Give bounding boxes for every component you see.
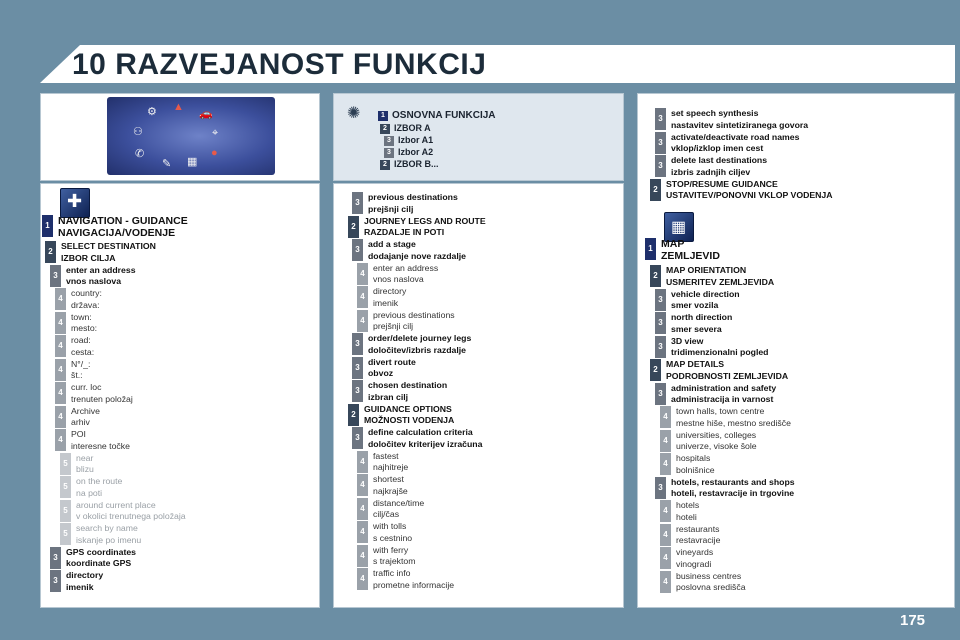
navigation-icon: ⌖ bbox=[212, 127, 219, 139]
tree-item-text bbox=[671, 383, 776, 406]
label-english: shortest bbox=[373, 474, 404, 484]
tree-item-level-2 bbox=[650, 359, 788, 382]
label-english: STOP/RESUME GUIDANCE bbox=[666, 178, 778, 189]
label-slovenian: univerze, visoke šole bbox=[676, 441, 757, 451]
label-english: curr. loc bbox=[71, 382, 102, 392]
label-slovenian: nastavitev sintetiziranega govora bbox=[671, 119, 809, 130]
level-badge: 4 bbox=[357, 263, 368, 285]
label-slovenian: določitev kriterijev izračuna bbox=[368, 438, 483, 449]
label-english: restaurants bbox=[676, 523, 720, 534]
label-english: hotels, restaurants and shops bbox=[671, 476, 795, 487]
tree-item-text bbox=[368, 333, 471, 356]
tree-item-level-3 bbox=[655, 477, 795, 500]
tree-item-level-3 bbox=[50, 570, 103, 593]
label-slovenian: imenik bbox=[66, 581, 94, 592]
tree-item-text bbox=[666, 359, 788, 382]
label-slovenian: tridimenzionalni pogled bbox=[671, 347, 769, 357]
tree-item-text bbox=[373, 474, 408, 497]
label-english: set speech synthesis bbox=[671, 108, 759, 118]
tree-item-level-4 bbox=[357, 451, 408, 474]
level-badge: 4 bbox=[55, 288, 66, 310]
level-badge: 2 bbox=[45, 241, 56, 263]
map-icon: ▦ bbox=[664, 212, 694, 242]
label-slovenian: smer severa bbox=[671, 323, 722, 334]
label-english: road: bbox=[71, 335, 91, 345]
tree-item-level-3 bbox=[50, 547, 136, 570]
label-slovenian: koordinate GPS bbox=[66, 558, 132, 568]
level-badge: 3 bbox=[352, 333, 363, 355]
tree-item-level-2 bbox=[348, 404, 454, 427]
level-badge: 1 bbox=[42, 215, 53, 237]
label-english: activate/deactivate road names bbox=[671, 131, 800, 142]
legend-menu bbox=[378, 109, 496, 170]
label-english: enter an address bbox=[66, 264, 136, 275]
tree-item-level-1 bbox=[42, 215, 188, 239]
tree-item-level-3 bbox=[352, 333, 471, 356]
tree-item-text bbox=[373, 263, 438, 286]
tree-item-level-4 bbox=[660, 406, 791, 429]
label-slovenian: hoteli bbox=[676, 511, 697, 522]
label-slovenian: MOŽNOSTI VODENJA bbox=[364, 415, 455, 425]
level-badge: 3 bbox=[655, 289, 666, 311]
level-badge: 2 bbox=[380, 124, 390, 134]
label-english: SELECT DESTINATION bbox=[61, 241, 156, 251]
label-slovenian: s cestnino bbox=[373, 532, 413, 543]
label-slovenian: iskanje po imenu bbox=[76, 534, 142, 545]
tools-icon: ✎ bbox=[162, 158, 172, 170]
level-badge: 2 bbox=[380, 160, 390, 170]
tree-item-level-4 bbox=[55, 429, 130, 452]
tree-item-level-5 bbox=[60, 453, 94, 476]
tree-item-level-3 bbox=[50, 265, 136, 288]
level-badge: 3 bbox=[384, 136, 394, 146]
level-badge: 1 bbox=[378, 111, 388, 121]
label-slovenian: izbris zadnjih ciljev bbox=[671, 166, 751, 177]
label-slovenian: arhiv bbox=[71, 417, 90, 427]
label-english: vehicle direction bbox=[671, 288, 740, 299]
label-english: directory bbox=[373, 286, 407, 296]
tree-item-text bbox=[661, 238, 720, 262]
tree-item-level-4 bbox=[660, 524, 720, 547]
level-badge: 3 bbox=[655, 477, 666, 499]
phone-icon: ✆ bbox=[135, 148, 145, 160]
level-badge: 4 bbox=[660, 500, 671, 522]
tree-item-level-5 bbox=[60, 523, 141, 546]
tree-item-text bbox=[373, 498, 424, 521]
label-slovenian: v okolici trenutnega položaja bbox=[76, 511, 186, 521]
tree-item-text bbox=[671, 155, 767, 178]
tree-item-text bbox=[373, 568, 454, 591]
label-english: delete last destinations bbox=[671, 155, 768, 165]
label-english: add a stage bbox=[368, 239, 416, 249]
tree-item-text bbox=[66, 547, 136, 570]
level-badge: 4 bbox=[660, 547, 671, 569]
label-english: traffic info bbox=[373, 568, 411, 578]
tree-item-level-3 bbox=[655, 383, 776, 406]
tree-item-level-3 bbox=[655, 336, 769, 359]
legend-item-level2: 2 IZBOR A bbox=[380, 122, 496, 134]
label-slovenian: prejšnji cilj bbox=[368, 203, 414, 214]
tree-item-text bbox=[373, 286, 406, 309]
tree-item-text bbox=[66, 265, 136, 288]
label-slovenian: dodajanje nove razdalje bbox=[368, 250, 467, 261]
tree-item-text bbox=[66, 570, 103, 593]
label-slovenian: USMERITEV ZEMLJEVIDA bbox=[666, 276, 775, 287]
tree-item-text bbox=[71, 288, 102, 311]
tree-item-text bbox=[676, 524, 720, 547]
level-badge: 5 bbox=[60, 476, 71, 498]
tree-item-text bbox=[76, 476, 122, 499]
level-badge: 3 bbox=[50, 547, 61, 569]
level-badge: 4 bbox=[357, 474, 368, 496]
label-english: N°/_: bbox=[71, 358, 91, 369]
label-english: JOURNEY LEGS AND ROUTE bbox=[364, 215, 486, 226]
people-icon: ⚇ bbox=[133, 126, 143, 138]
label-slovenian: bolnišnice bbox=[676, 464, 715, 475]
label-english: search by name bbox=[76, 523, 138, 533]
tree-item-text bbox=[666, 179, 833, 202]
tree-item-level-4 bbox=[55, 359, 90, 382]
label-english: town halls, town centre bbox=[676, 406, 765, 416]
tree-item-text bbox=[76, 500, 186, 523]
label-english: north direction bbox=[671, 312, 733, 322]
tree-item-level-4 bbox=[660, 571, 746, 594]
tree-item-level-4 bbox=[357, 310, 455, 333]
tree-item-level-4 bbox=[660, 453, 715, 476]
tree-item-level-3 bbox=[352, 192, 458, 215]
tree-item-text bbox=[364, 216, 486, 239]
label-slovenian: vinogradi bbox=[676, 558, 712, 569]
function-wheel-image bbox=[107, 97, 275, 175]
level-badge: 3 bbox=[352, 239, 363, 261]
level-badge: 4 bbox=[660, 524, 671, 546]
label-english: near bbox=[76, 452, 94, 463]
tree-item-level-4 bbox=[55, 335, 94, 358]
level-badge: 2 bbox=[650, 359, 661, 381]
tree-item-level-3 bbox=[352, 380, 447, 403]
tree-item-level-3 bbox=[655, 155, 767, 178]
label-slovenian: določitev/izbris razdalje bbox=[368, 344, 467, 355]
label-english: GUIDANCE OPTIONS bbox=[364, 403, 452, 414]
label-english: directory bbox=[66, 570, 104, 580]
tree-item-text bbox=[671, 477, 795, 500]
level-badge: 4 bbox=[660, 430, 671, 452]
level-badge: 4 bbox=[357, 310, 368, 332]
tree-item-text bbox=[368, 380, 447, 403]
label-english: universities, colleges bbox=[676, 429, 757, 440]
level-badge: 3 bbox=[352, 380, 363, 402]
level-badge: 4 bbox=[55, 382, 66, 404]
label-slovenian: administracija in varnost bbox=[671, 394, 774, 404]
tree-item-level-5 bbox=[60, 500, 186, 523]
label-slovenian: PODROBNOSTI ZEMLJEVIDA bbox=[666, 370, 789, 381]
label-english: with ferry bbox=[373, 544, 409, 555]
level-badge: 4 bbox=[357, 568, 368, 590]
tree-item-text bbox=[76, 453, 94, 476]
tree-item-text bbox=[676, 571, 746, 594]
level-badge: 5 bbox=[60, 500, 71, 522]
level-badge: 2 bbox=[650, 265, 661, 287]
label-english: POI bbox=[71, 429, 86, 439]
record-icon: ● bbox=[211, 147, 218, 159]
label-english: divert route bbox=[368, 356, 416, 367]
tree-item-level-3 bbox=[352, 427, 482, 450]
tree-item-text bbox=[373, 545, 415, 568]
label-slovenian: vnos naslova bbox=[373, 274, 424, 284]
label-english: with tolls bbox=[373, 521, 407, 531]
level-badge: 4 bbox=[357, 521, 368, 543]
tree-item-text bbox=[671, 132, 799, 155]
level-badge: 3 bbox=[655, 312, 666, 334]
tree-item-level-4 bbox=[660, 500, 699, 523]
label-slovenian: s trajektom bbox=[373, 556, 416, 566]
legend-item-level2: 2 IZBOR B... bbox=[380, 158, 496, 170]
tree-item-text bbox=[58, 215, 188, 239]
label-slovenian: ZEMLJEVID bbox=[661, 250, 720, 262]
tree-item-level-4 bbox=[357, 545, 415, 568]
level-badge: 4 bbox=[357, 545, 368, 567]
label-slovenian: najhitreje bbox=[373, 462, 409, 472]
tree-item-text bbox=[368, 192, 458, 215]
label-slovenian: izbran cilj bbox=[368, 391, 409, 402]
level-badge: 3 bbox=[352, 357, 363, 379]
tree-item-text bbox=[676, 430, 757, 453]
label-slovenian: najkrajše bbox=[373, 485, 408, 496]
level-badge: 1 bbox=[645, 238, 656, 260]
tree-item-text bbox=[671, 336, 769, 359]
label-slovenian: poslovna središča bbox=[676, 582, 746, 592]
tree-item-level-2 bbox=[348, 216, 486, 239]
tree-item-level-4 bbox=[55, 312, 97, 335]
legend-item-level3: 3 Izbor A1 bbox=[384, 134, 496, 146]
label-english: NAVIGATION - GUIDANCE bbox=[58, 215, 188, 227]
level-badge: 4 bbox=[660, 406, 671, 428]
map-icon: ▦ bbox=[187, 156, 198, 168]
label-slovenian: cilj/čas bbox=[373, 509, 400, 519]
label-english: hotels bbox=[676, 500, 700, 510]
label-slovenian: blizu bbox=[76, 464, 94, 474]
tree-item-text bbox=[671, 289, 740, 312]
tree-item-level-4 bbox=[357, 568, 454, 591]
label-english: chosen destination bbox=[368, 380, 448, 390]
tree-item-level-4 bbox=[357, 263, 438, 286]
tree-item-level-3 bbox=[655, 132, 799, 155]
level-badge: 4 bbox=[357, 286, 368, 308]
label-english: town: bbox=[71, 311, 92, 322]
tree-item-level-3 bbox=[655, 312, 732, 335]
level-badge: 4 bbox=[357, 451, 368, 473]
tree-item-level-2 bbox=[650, 265, 774, 288]
label-slovenian: prejšnji cilj bbox=[373, 321, 414, 331]
label-slovenian: mesto: bbox=[71, 323, 98, 333]
label-slovenian: država: bbox=[71, 299, 100, 310]
label-slovenian: cesta: bbox=[71, 346, 95, 357]
tree-item-text bbox=[666, 265, 774, 288]
tree-item-level-4 bbox=[55, 382, 133, 405]
page-number: 175 bbox=[900, 612, 926, 629]
level-badge: 3 bbox=[655, 108, 666, 130]
label-english: vineyards bbox=[676, 547, 714, 557]
tree-item-level-2 bbox=[650, 179, 833, 202]
level-badge: 3 bbox=[655, 336, 666, 358]
tree-item-text bbox=[671, 312, 732, 335]
tree-item-level-5 bbox=[60, 476, 122, 499]
label-slovenian: hoteli, restavracije in trgovine bbox=[671, 488, 795, 498]
tree-item-text bbox=[676, 500, 699, 523]
tree-item-text bbox=[368, 239, 466, 262]
tree-item-text bbox=[61, 241, 156, 264]
legend-item-level3: 3 Izbor A2 bbox=[384, 146, 496, 158]
navigation-icon: ✚ bbox=[60, 188, 90, 218]
level-badge: 4 bbox=[55, 406, 66, 428]
tree-item-text bbox=[676, 547, 713, 570]
tree-item-text bbox=[71, 335, 94, 358]
label-slovenian: na poti bbox=[76, 487, 103, 498]
tree-item-level-3 bbox=[655, 289, 740, 312]
level-badge: 2 bbox=[348, 404, 359, 426]
label-english: country: bbox=[71, 288, 102, 298]
label-english: MAP ORIENTATION bbox=[666, 265, 747, 275]
label-slovenian: restavracije bbox=[676, 535, 721, 545]
level-badge: 3 bbox=[655, 132, 666, 154]
level-badge: 5 bbox=[60, 523, 71, 545]
tree-item-text bbox=[71, 359, 90, 382]
tree-item-text bbox=[71, 312, 97, 335]
legend-item-level1: 1 OSNOVNA FUNKCIJA bbox=[378, 109, 496, 122]
label-english: define calculation criteria bbox=[368, 427, 473, 437]
settings-icon: ⚙ bbox=[147, 106, 157, 118]
label-english: administration and safety bbox=[671, 382, 777, 393]
level-badge: 4 bbox=[55, 312, 66, 334]
tree-item-level-4 bbox=[357, 474, 408, 497]
label-english: hospitals bbox=[676, 453, 711, 463]
tree-item-level-4 bbox=[357, 286, 406, 309]
label-english: Archive bbox=[71, 405, 100, 416]
label-slovenian: imenik bbox=[373, 297, 399, 308]
label-slovenian: št.: bbox=[71, 370, 83, 380]
label-slovenian: IZBOR CILJA bbox=[61, 252, 116, 263]
label-slovenian: smer vozila bbox=[671, 300, 719, 310]
tree-item-text bbox=[71, 429, 130, 452]
label-slovenian: NAVIGACIJA/VODENJE bbox=[58, 227, 176, 239]
level-badge: 4 bbox=[55, 335, 66, 357]
level-badge: 4 bbox=[55, 359, 66, 381]
level-badge: 4 bbox=[55, 429, 66, 451]
label-slovenian: interesne točke bbox=[71, 440, 130, 451]
level-badge: 5 bbox=[60, 453, 71, 475]
level-badge: 2 bbox=[650, 179, 661, 201]
tree-item-text bbox=[373, 310, 455, 333]
tree-item-text bbox=[676, 406, 791, 429]
label-english: order/delete journey legs bbox=[368, 333, 472, 343]
label-slovenian: vnos naslova bbox=[66, 276, 122, 286]
label-english: enter an address bbox=[373, 262, 439, 273]
tree-item-level-1 bbox=[645, 238, 720, 262]
page-title: 10 RAZVEJANOST FUNKCIJ bbox=[72, 48, 487, 81]
level-badge: 3 bbox=[655, 383, 666, 405]
label-english: business centres bbox=[676, 570, 742, 581]
level-badge: 3 bbox=[352, 427, 363, 449]
level-badge: 3 bbox=[655, 155, 666, 177]
level-badge: 4 bbox=[660, 571, 671, 593]
tree-item-text bbox=[368, 357, 416, 380]
label-slovenian: vklop/izklop imen cest bbox=[671, 143, 764, 153]
tree-item-level-4 bbox=[55, 288, 102, 311]
label-english: distance/time bbox=[373, 497, 425, 508]
label-english: MAP bbox=[661, 238, 685, 250]
tree-item-text bbox=[676, 453, 715, 476]
level-badge: 3 bbox=[50, 570, 61, 592]
warning-icon: ▲ bbox=[173, 101, 184, 113]
label-slovenian: RAZDALJE IN POTI bbox=[364, 227, 445, 237]
car-icon: 🚗 bbox=[199, 108, 213, 120]
tree-item-level-3 bbox=[352, 239, 466, 262]
tree-item-level-4 bbox=[55, 406, 100, 429]
level-badge: 3 bbox=[384, 148, 394, 158]
label-slovenian: obvoz bbox=[368, 368, 394, 378]
tree-item-text bbox=[671, 108, 808, 131]
label-english: around current place bbox=[76, 499, 156, 510]
label-english: on the route bbox=[76, 476, 123, 486]
tree-item-level-4 bbox=[357, 521, 412, 544]
label-slovenian: prometne informacije bbox=[373, 579, 455, 590]
tree-item-text bbox=[71, 382, 133, 405]
level-badge: 3 bbox=[50, 265, 61, 287]
tree-item-level-2 bbox=[45, 241, 156, 264]
level-badge: 3 bbox=[352, 192, 363, 214]
label-english: GPS coordinates bbox=[66, 546, 137, 557]
label-slovenian: trenuten položaj bbox=[71, 393, 133, 404]
tree-item-text bbox=[364, 404, 454, 427]
label-english: MAP DETAILS bbox=[666, 359, 725, 369]
label-english: previous destinations bbox=[373, 309, 455, 320]
level-badge: 4 bbox=[660, 453, 671, 475]
tree-item-level-4 bbox=[660, 547, 713, 570]
label-english: previous destinations bbox=[368, 192, 458, 202]
level-badge: 4 bbox=[357, 498, 368, 520]
label-english: fastest bbox=[373, 450, 399, 461]
tree-item-level-3 bbox=[655, 108, 808, 131]
level-badge: 2 bbox=[348, 216, 359, 238]
tree-item-level-3 bbox=[352, 357, 416, 380]
tree-item-text bbox=[71, 406, 100, 429]
tree-item-text bbox=[373, 451, 408, 474]
legend-settings-icon: ✺ bbox=[347, 105, 361, 122]
label-english: 3D view bbox=[671, 335, 704, 346]
tree-item-text bbox=[373, 521, 412, 544]
label-slovenian: USTAVITEV/PONOVNI VKLOP VODENJA bbox=[666, 190, 833, 200]
tree-item-level-4 bbox=[357, 498, 424, 521]
tree-item-text bbox=[368, 427, 482, 450]
tree-item-text bbox=[76, 523, 141, 546]
label-slovenian: mestne hiše, mestno središče bbox=[676, 417, 791, 428]
tree-item-level-4 bbox=[660, 430, 757, 453]
